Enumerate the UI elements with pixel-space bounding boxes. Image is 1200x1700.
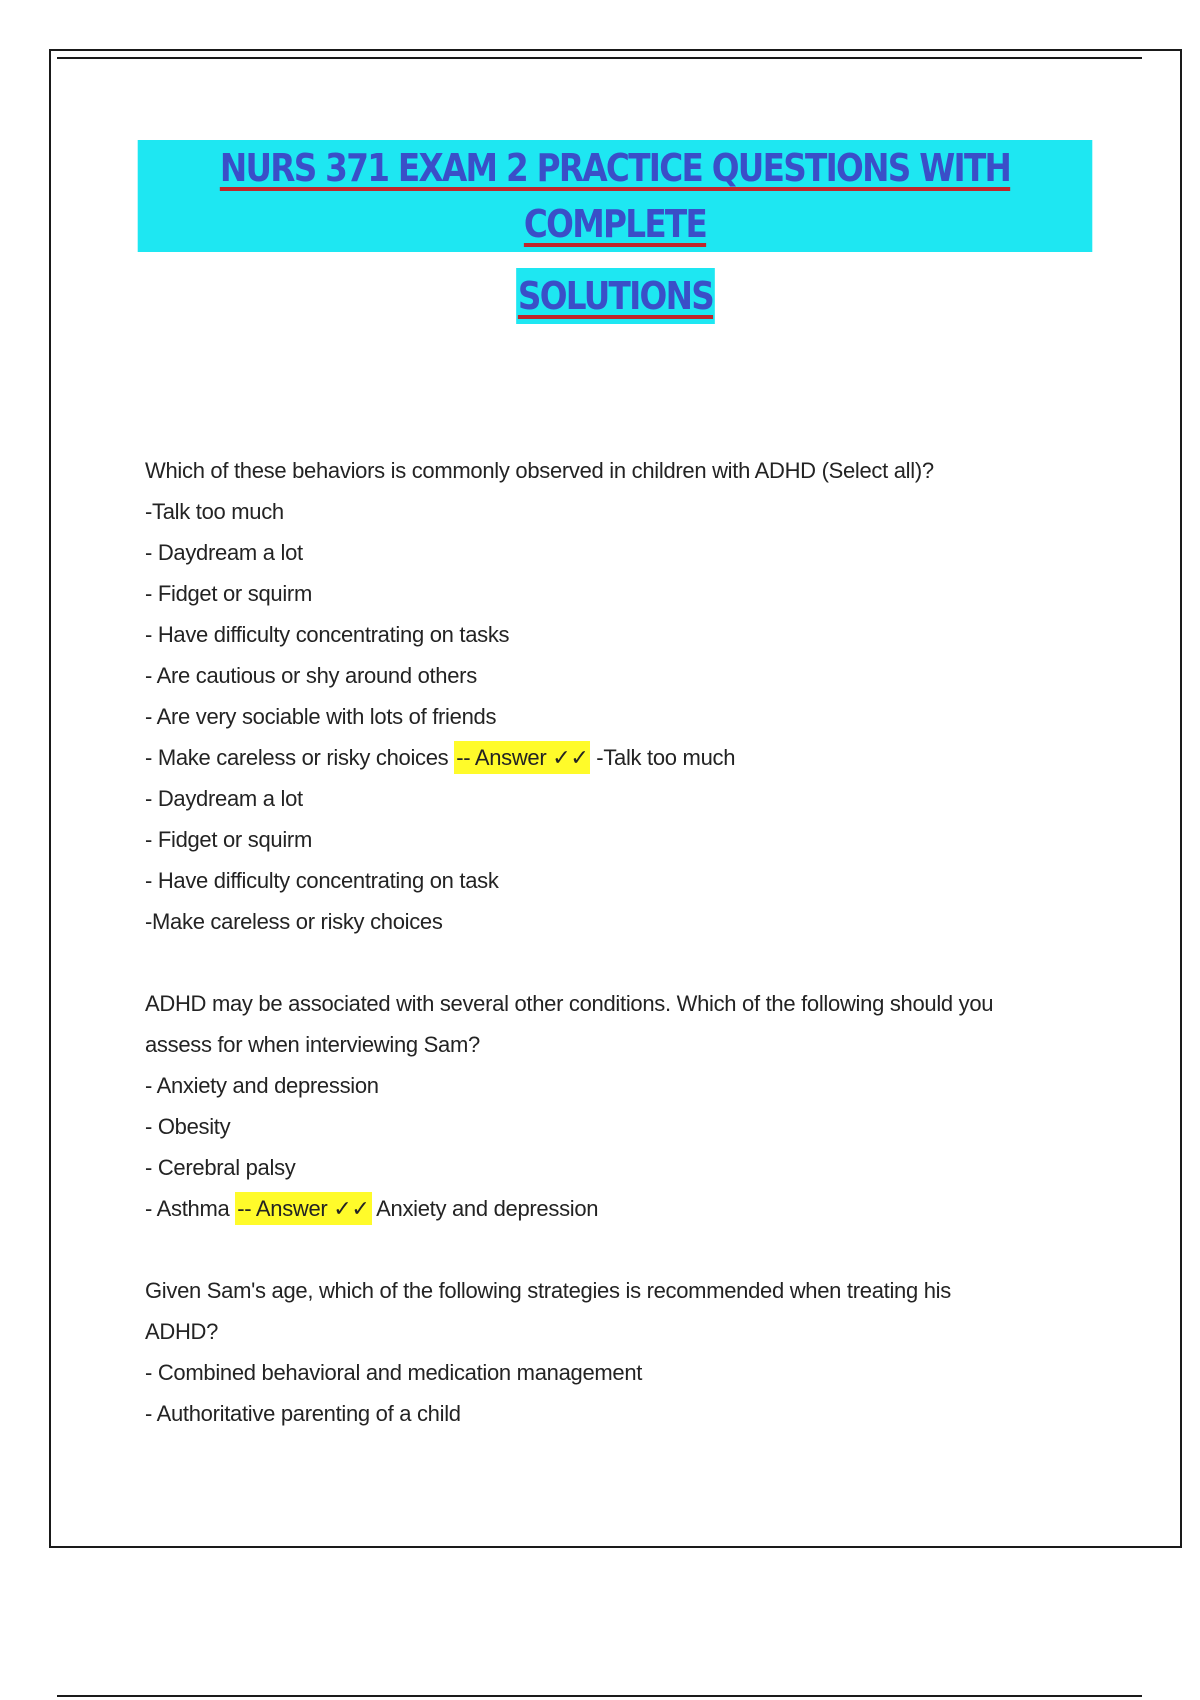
q3-option: - Combined behavioral and medication management	[145, 1360, 643, 1385]
q2-answer-line	[145, 1188, 1095, 1229]
q1-answer-item: - Fidget or squirm	[145, 827, 312, 852]
q1-answer-marker: -- Answer ✓✓	[454, 741, 590, 774]
bottom-rule	[57, 1695, 1142, 1697]
q2-option: - Obesity	[145, 1114, 231, 1139]
q2-option: - Anxiety and depression	[145, 1073, 379, 1098]
q1-option: - Are cautious or shy around others	[145, 663, 477, 688]
question-3-text: Given Sam's age, which of the following strategies is recommended when treating his	[145, 1278, 951, 1303]
q1-answer-item: - Have difficulty concentrating on task	[145, 868, 499, 893]
title-line-1: NURS 371 EXAM 2 PRACTICE QUESTIONS WITH COMPLETE	[138, 140, 1093, 252]
q1-answer-item: - Daydream a lot	[145, 786, 303, 811]
q2-last-option: - Asthma	[145, 1196, 236, 1221]
q1-option: - Are very sociable with lots of friends	[145, 704, 497, 729]
top-rule	[57, 57, 1142, 59]
q1-option: - Have difficulty concentrating on tasks	[145, 622, 510, 647]
spacer	[145, 1229, 1095, 1270]
q1-answer-line	[145, 737, 1095, 778]
title-line-2: SOLUTIONS	[516, 268, 715, 324]
question-2-text: ADHD may be associated with several other conditions. Which of the following should you	[145, 991, 994, 1016]
q2-answer-text: Anxiety and depression	[371, 1196, 599, 1221]
question-2-text-cont: assess for when interviewing Sam?	[145, 1032, 480, 1057]
q1-option: - Fidget or squirm	[145, 581, 312, 606]
q2-answer-marker: -- Answer ✓✓	[235, 1192, 371, 1225]
q1-last-option: - Make careless or risky choices	[145, 745, 455, 770]
q1-option: -Talk too much	[145, 499, 284, 524]
q1-answer-item: -Make careless or risky choices	[145, 909, 443, 934]
q1-answer-text: -Talk too much	[590, 745, 736, 770]
spacer	[145, 942, 1095, 983]
document-body	[145, 450, 1095, 1434]
q3-option: - Authoritative parenting of a child	[145, 1401, 461, 1426]
q2-option: - Cerebral palsy	[145, 1155, 296, 1180]
question-3-text-cont: ADHD?	[145, 1319, 219, 1344]
question-1-text: Which of these behaviors is commonly observed in children with ADHD (Select all)?	[145, 458, 934, 483]
q1-option: - Daydream a lot	[145, 540, 303, 565]
document-title	[60, 140, 1170, 340]
